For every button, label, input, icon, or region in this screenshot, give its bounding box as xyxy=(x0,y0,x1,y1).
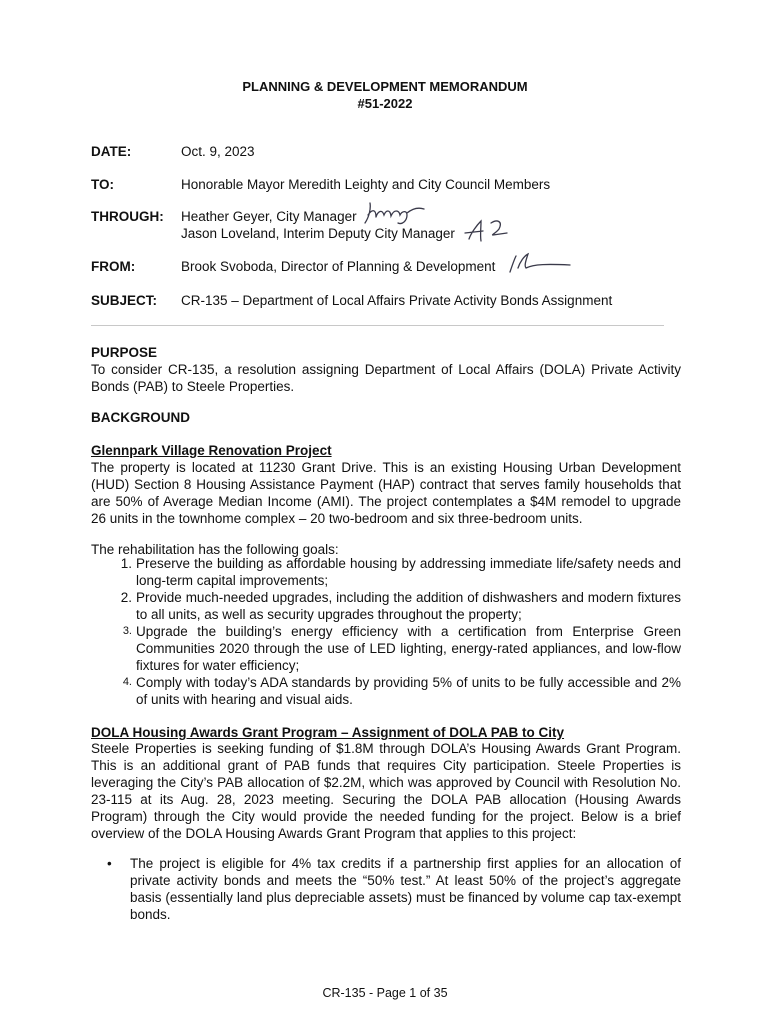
bullet-icon: • xyxy=(107,856,112,871)
through-value-2: Jason Loveland, Interim Deputy City Manager xyxy=(181,226,455,241)
subject-label: SUBJECT: xyxy=(91,293,158,308)
header-divider xyxy=(91,325,664,326)
to-label: TO: xyxy=(91,177,114,192)
date-label: DATE: xyxy=(91,144,132,159)
goal-item xyxy=(91,589,681,623)
to-value: Honorable Mayor Meredith Leighty and City Council Members xyxy=(181,177,551,192)
goal-number: 3. xyxy=(122,625,132,637)
dola-bullet-list xyxy=(91,855,681,923)
bullet-text: The project is eligible for 4% tax credits if a partnership first applies for an allocation of private activity bonds and meets the “50% test.” At least 50% of the project’s aggregate basis (essentially land plus depreciable assets) must be financed by volume cap tax-exempt bonds. xyxy=(130,856,681,922)
director-signature xyxy=(508,252,574,274)
memo-title: PLANNING & DEVELOPMENT MEMORANDUM xyxy=(242,79,528,94)
through-value-1: Heather Geyer, City Manager xyxy=(181,209,357,224)
goal-text: Comply with today’s ADA standards by providing 5% of units to be fully accessible and 2% of units with hearing and visual aids. xyxy=(136,675,681,707)
goal-number: 1. xyxy=(120,556,132,571)
from-value: Brook Svoboda, Director of Planning & Development xyxy=(181,259,496,274)
page-footer: CR-135 - Page 1 of 35 xyxy=(322,986,448,1000)
goal-text: Upgrade the building’s energy efficiency with a certification from Enterprise Green Communities 2020 through the use of LED lighting, energy-rated appliances, and low-flow fixtures for water efficiency; xyxy=(136,624,681,673)
date-value: Oct. 9, 2023 xyxy=(181,144,255,159)
goal-number: 2. xyxy=(120,590,132,605)
project-text: The property is located at 11230 Grant Drive. This is an existing Housing Urban Development (HUD) Section 8 Housing Assistance Payment (HAP) contract that serves family households that are 50% of Average Median Income (AMI). The project contemplates a $4M remodel to upgrade 26 units in the townhome complex – 20 two-bedroom and six three-bedroom units. xyxy=(91,460,681,526)
goal-text: Provide much-needed upgrades, including the addition of dishwashers and modern fixtures to all units, as well as security upgrades throughout the property; xyxy=(136,590,681,622)
bullet-item xyxy=(91,855,681,923)
memo-number: #51-2022 xyxy=(357,96,413,111)
background-heading: BACKGROUND xyxy=(91,410,190,425)
subject-value: CR-135 – Department of Local Affairs Private Activity Bonds Assignment xyxy=(181,293,613,308)
dola-text: Steele Properties is seeking funding of $1.8M through DOLA’s Housing Awards Grant Program. This is an additional grant of PAB funds that requires City participation. Steele Properties is leveraging the City’s PAB allocation of $2.2M, which was approved by Council with Resolution No. 23-115 at its Aug. 28, 2023 meeting. Securing the DOLA PAB allocation (Housing Awards Program) through the City would provide the needed funding for the project. Below is a brief overview of the DOLA Housing Awards Grant Program that applies to this project: xyxy=(91,741,681,841)
dola-heading: DOLA Housing Awards Grant Program – Assignment of DOLA PAB to City xyxy=(91,725,565,740)
through-label: THROUGH: xyxy=(91,209,164,224)
goal-item xyxy=(91,623,681,674)
purpose-text: To consider CR-135, a resolution assigning Department of Local Affairs (DOLA) Private Activity Bonds (PAB) to Steele Properties. xyxy=(91,362,681,394)
from-label: FROM: xyxy=(91,259,136,274)
goals-list xyxy=(91,555,681,708)
goal-item xyxy=(91,674,681,708)
deputy-manager-signature xyxy=(463,217,513,245)
goals-intro: The rehabilitation has the following goals: xyxy=(91,542,339,557)
purpose-heading: PURPOSE xyxy=(91,345,158,360)
city-manager-signature xyxy=(362,199,432,229)
goal-number: 4. xyxy=(122,676,132,688)
goal-item xyxy=(91,555,681,589)
project-heading: Glennpark Village Renovation Project xyxy=(91,443,332,458)
goal-text: Preserve the building as affordable housing by addressing immediate life/safety needs and long-term capital improvements; xyxy=(136,556,681,588)
